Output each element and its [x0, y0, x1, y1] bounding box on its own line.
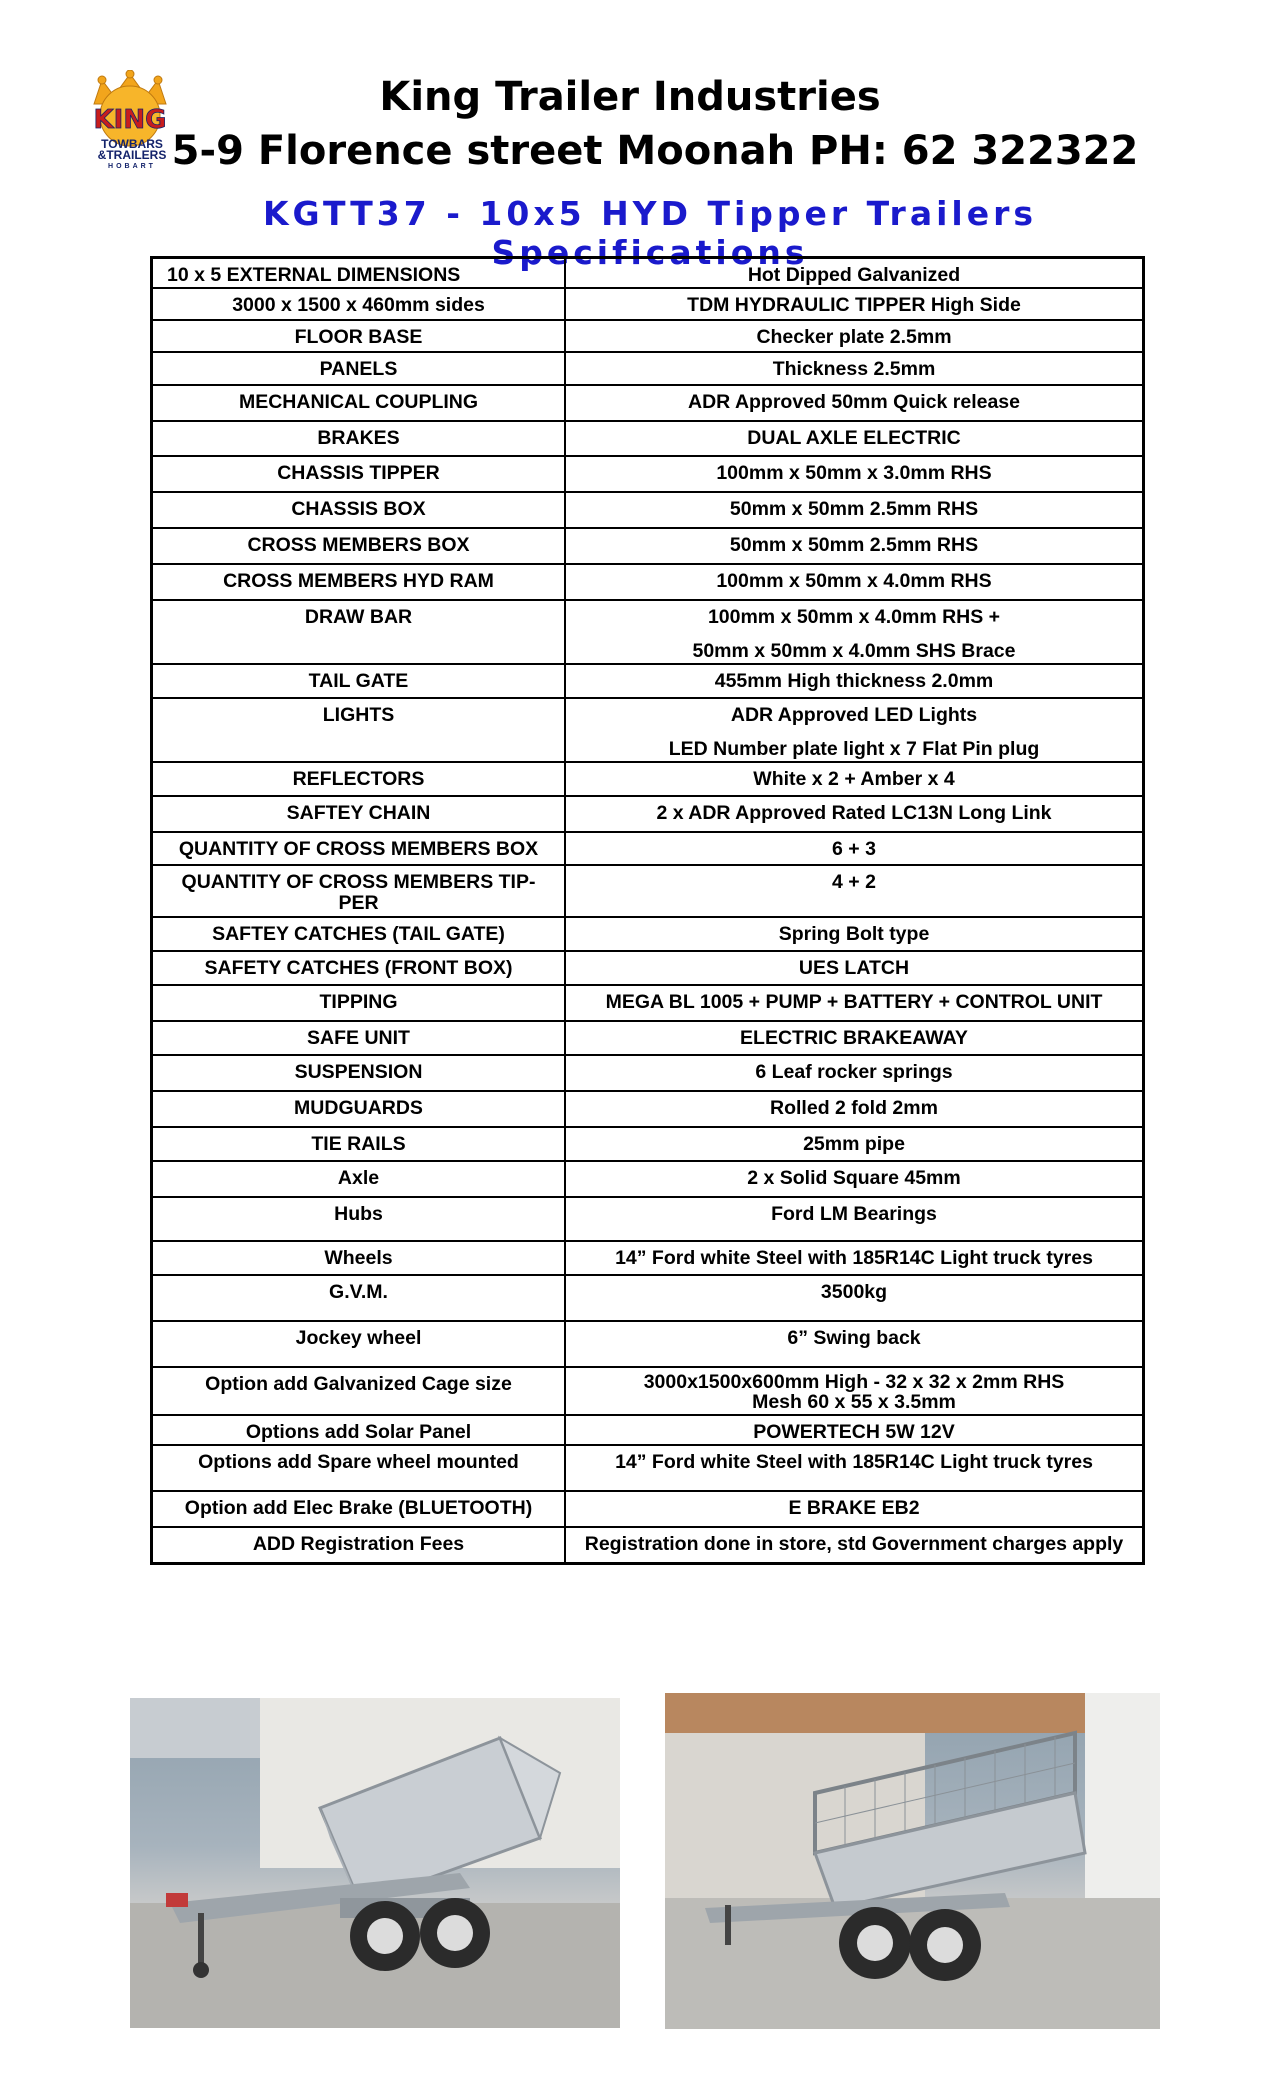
spec-row — [152, 664, 1144, 698]
spec-row — [152, 352, 1144, 385]
spec-value — [565, 1241, 1144, 1275]
spec-value-text: TDM HYDRAULIC TIPPER High Side — [687, 294, 1021, 316]
spec-row — [152, 1445, 1144, 1491]
spec-value-text: 4 + 2 — [832, 871, 876, 893]
spec-value — [565, 865, 1144, 917]
spec-label — [152, 1021, 566, 1055]
spec-label-text: TIE RAILS — [311, 1133, 406, 1155]
spec-row — [152, 1091, 1144, 1127]
page-title: KGTT37 - 10x5 HYD Tipper Trailers Specifications — [262, 194, 1038, 272]
spec-label — [152, 258, 566, 289]
spec-label-text: ADD Registration Fees — [252, 1533, 465, 1555]
spec-label-text: FLOOR BASE — [294, 326, 423, 348]
spec-label — [152, 832, 566, 865]
spec-value-text: Ford LM Bearings — [771, 1203, 937, 1225]
spec-value — [565, 985, 1144, 1021]
spec-label — [152, 917, 566, 951]
spec-label — [152, 528, 566, 564]
spec-value-text: Registration done in store, std Government charges apply — [584, 1533, 1124, 1555]
spec-value-text: MEGA BL 1005 + PUMP + BATTERY + CONTROL UNIT — [605, 991, 1103, 1013]
spec-row — [152, 951, 1144, 985]
spec-row — [152, 1527, 1144, 1563]
spec-row — [152, 917, 1144, 951]
spec-value-text: 50mm x 50mm 2.5mm RHS — [729, 534, 979, 556]
spec-value — [565, 664, 1144, 698]
spec-label-text: TAIL GATE — [308, 670, 409, 692]
spec-label-text: LIGHTS — [322, 704, 395, 726]
spec-value — [565, 385, 1144, 421]
spec-value-text: DUAL AXLE ELECTRIC — [747, 427, 961, 449]
spec-label — [152, 421, 566, 456]
spec-row — [152, 600, 1144, 664]
spec-value-text: 6” Swing back — [787, 1327, 921, 1349]
spec-label — [152, 1161, 566, 1197]
spec-label-text: CHASSIS BOX — [291, 498, 426, 520]
spec-value-text: Checker plate 2.5mm — [756, 326, 952, 348]
spec-value-text: 455mm High thickness 2.0mm — [714, 670, 994, 692]
spec-label-text: Jockey wheel — [295, 1327, 422, 1349]
company-name: King Trailer Industries — [379, 74, 881, 120]
spec-label-text: MECHANICAL COUPLING — [238, 391, 479, 413]
spec-value — [565, 832, 1144, 865]
spec-label — [152, 985, 566, 1021]
spec-label-text: REFLECTORS — [292, 768, 425, 790]
spec-row — [152, 456, 1144, 492]
spec-row — [152, 865, 1144, 917]
spec-label — [152, 1527, 566, 1563]
spec-value-text: 25mm pipe — [803, 1133, 905, 1155]
spec-value-text: 14” Ford white Steel with 185R14C Light truck tyres — [615, 1451, 1093, 1473]
spec-value — [565, 1367, 1144, 1415]
spec-label-text: Axle — [337, 1167, 380, 1189]
spec-value — [565, 1527, 1144, 1563]
spec-value-text: POWERTECH 5W 12V — [753, 1421, 955, 1443]
spec-value — [565, 258, 1144, 289]
spec-label-text: TIPPING — [319, 991, 398, 1013]
spec-row — [152, 385, 1144, 421]
spec-label — [152, 352, 566, 385]
spec-label-text: Wheels — [324, 1247, 393, 1269]
spec-row — [152, 564, 1144, 600]
spec-label — [152, 1445, 566, 1491]
spec-row — [152, 1127, 1144, 1161]
spec-row — [152, 1197, 1144, 1241]
spec-value — [565, 1491, 1144, 1527]
spec-label — [152, 1275, 566, 1321]
spec-row — [152, 258, 1144, 289]
spec-value — [565, 1321, 1144, 1367]
spec-row — [152, 985, 1144, 1021]
spec-row — [152, 288, 1144, 320]
spec-label-text-cont: PER — [338, 892, 379, 914]
spec-label — [152, 1197, 566, 1241]
spec-value-text: UES LATCH — [798, 957, 910, 979]
spec-value — [565, 1021, 1144, 1055]
spec-value-text: Hot Dipped Galvanized — [747, 264, 961, 286]
spec-label-text: Option add Elec Brake (BLUETOOTH) — [184, 1497, 533, 1519]
spec-row — [152, 832, 1144, 865]
spec-row — [152, 421, 1144, 456]
spec-label — [152, 564, 566, 600]
spec-value-text: 3000x1500x600mm High - 32 x 32 x 2mm RHS — [643, 1371, 1065, 1393]
spec-label-text: 3000 x 1500 x 460mm sides — [232, 294, 485, 316]
spec-value — [565, 1161, 1144, 1197]
spec-label — [152, 1241, 566, 1275]
spec-row — [152, 1491, 1144, 1527]
spec-label — [152, 1091, 566, 1127]
spec-label — [152, 456, 566, 492]
spec-value — [565, 1091, 1144, 1127]
spec-value-text: 3500kg — [820, 1281, 888, 1303]
spec-value-text-line2: 50mm x 50mm x 4.0mm SHS Brace — [692, 640, 1016, 662]
spec-label-text: SAFTEY CATCHES (TAIL GATE) — [212, 923, 505, 945]
spec-label-text: Options add Spare wheel mounted — [198, 1451, 519, 1473]
spec-label-text: SAFTEY CHAIN — [286, 802, 431, 824]
spec-label-text: Options add Solar Panel — [245, 1421, 472, 1443]
spec-value — [565, 456, 1144, 492]
spec-row — [152, 1055, 1144, 1091]
spec-label-text: G.V.M. — [329, 1281, 388, 1303]
spec-label-text: CROSS MEMBERS HYD RAM — [223, 570, 494, 592]
spec-row — [152, 1367, 1144, 1415]
spec-table — [150, 256, 1145, 1565]
svg-text:&TRAILERS: &TRAILERS — [97, 148, 167, 162]
spec-value-text: Rolled 2 fold 2mm — [770, 1097, 938, 1119]
spec-row — [152, 1241, 1144, 1275]
spec-value-text: 6 + 3 — [832, 838, 876, 860]
spec-value — [565, 796, 1144, 832]
spec-value — [565, 320, 1144, 352]
spec-label — [152, 865, 566, 917]
spec-label-text: SAFETY CATCHES (FRONT BOX) — [204, 957, 513, 979]
spec-value — [565, 917, 1144, 951]
spec-value — [565, 288, 1144, 320]
spec-value-text: ADR Approved LED Lights — [730, 704, 978, 726]
spec-value — [565, 762, 1144, 796]
svg-text:KING: KING — [93, 105, 167, 135]
spec-value — [565, 421, 1144, 456]
spec-value — [565, 698, 1144, 762]
spec-label — [152, 288, 566, 320]
spec-row — [152, 698, 1144, 762]
spec-value — [565, 352, 1144, 385]
spec-label — [152, 1415, 566, 1445]
spec-value — [565, 951, 1144, 985]
spec-label-text: SUSPENSION — [294, 1061, 423, 1083]
spec-label-text: CHASSIS TIPPER — [277, 462, 440, 484]
spec-label-text: DRAW BAR — [304, 606, 413, 628]
spec-row — [152, 1321, 1144, 1367]
spec-row — [152, 1415, 1144, 1445]
spec-label — [152, 492, 566, 528]
trailer-photo-tipper — [130, 1698, 620, 2028]
spec-row — [152, 1161, 1144, 1197]
company-address: 5-9 Florence street Moonah PH: 62 322322 — [171, 128, 1139, 174]
spec-value — [565, 1445, 1144, 1491]
spec-label — [152, 385, 566, 421]
spec-row — [152, 796, 1144, 832]
spec-value — [565, 1197, 1144, 1241]
spec-value — [565, 528, 1144, 564]
spec-label — [152, 1491, 566, 1527]
spec-label — [152, 796, 566, 832]
spec-value-text: E BRAKE EB2 — [788, 1497, 920, 1519]
spec-label-text: Hubs — [334, 1203, 383, 1225]
spec-label — [152, 1127, 566, 1161]
spec-value — [565, 600, 1144, 664]
spec-label-text: QUANTITY OF CROSS MEMBERS TIP- — [181, 871, 536, 893]
spec-value — [565, 1127, 1144, 1161]
spec-label-text: QUANTITY OF CROSS MEMBERS BOX — [178, 838, 539, 860]
spec-value-text: Thickness 2.5mm — [772, 358, 936, 380]
spec-row — [152, 528, 1144, 564]
spec-row — [152, 1275, 1144, 1321]
spec-label-text: Option add Galvanized Cage size — [205, 1373, 512, 1395]
spec-label-text: 10 x 5 EXTERNAL DIMENSIONS — [167, 264, 461, 286]
spec-row — [152, 492, 1144, 528]
spec-label — [152, 600, 566, 664]
spec-label — [152, 1055, 566, 1091]
spec-label — [152, 664, 566, 698]
spec-value-text: 14” Ford white Steel with 185R14C Light truck tyres — [615, 1247, 1093, 1269]
svg-text:TOWBARS: TOWBARS — [101, 137, 163, 151]
spec-label-text: CROSS MEMBERS BOX — [247, 534, 470, 556]
spec-value-text: 100mm x 50mm x 4.0mm RHS — [716, 570, 992, 592]
spec-value-text: ELECTRIC BRAKEAWAY — [740, 1027, 968, 1049]
spec-value — [565, 1415, 1144, 1445]
spec-label — [152, 1367, 566, 1415]
spec-row — [152, 320, 1144, 352]
spec-value-text-line2: LED Number plate light x 7 Flat Pin plug — [668, 738, 1040, 760]
spec-value-text: 100mm x 50mm x 3.0mm RHS — [716, 462, 992, 484]
spec-label — [152, 1321, 566, 1367]
spec-label-text: BRAKES — [317, 427, 400, 449]
spec-label-text: MUDGUARDS — [294, 1097, 423, 1119]
spec-value-text: ADR Approved 50mm Quick release — [688, 391, 1020, 413]
spec-label — [152, 320, 566, 352]
spec-value-text: 2 x Solid Square 45mm — [747, 1167, 961, 1189]
spec-row — [152, 762, 1144, 796]
spec-value-text: Spring Bolt type — [778, 923, 930, 945]
spec-value-text: 6 Leaf rocker springs — [755, 1061, 953, 1083]
spec-label — [152, 698, 566, 762]
spec-value-text: 50mm x 50mm 2.5mm RHS — [729, 498, 979, 520]
spec-label-text: PANELS — [319, 358, 398, 380]
trailer-photo-cage — [665, 1693, 1160, 2029]
spec-value — [565, 564, 1144, 600]
spec-value — [565, 492, 1144, 528]
spec-row — [152, 1021, 1144, 1055]
spec-value — [565, 1055, 1144, 1091]
svg-text:HOBART: HOBART — [108, 163, 156, 170]
spec-label — [152, 762, 566, 796]
spec-label-text: SAFE UNIT — [307, 1027, 410, 1049]
spec-value-text: 100mm x 50mm x 4.0mm RHS + — [707, 606, 1001, 628]
spec-label — [152, 951, 566, 985]
spec-value-text-line2: Mesh 60 x 55 x 3.5mm — [752, 1391, 956, 1413]
spec-value-text: 2 x ADR Approved Rated LC13N Long Link — [656, 802, 1052, 824]
spec-value — [565, 1275, 1144, 1321]
spec-value-text: White x 2 + Amber x 4 — [753, 768, 955, 790]
